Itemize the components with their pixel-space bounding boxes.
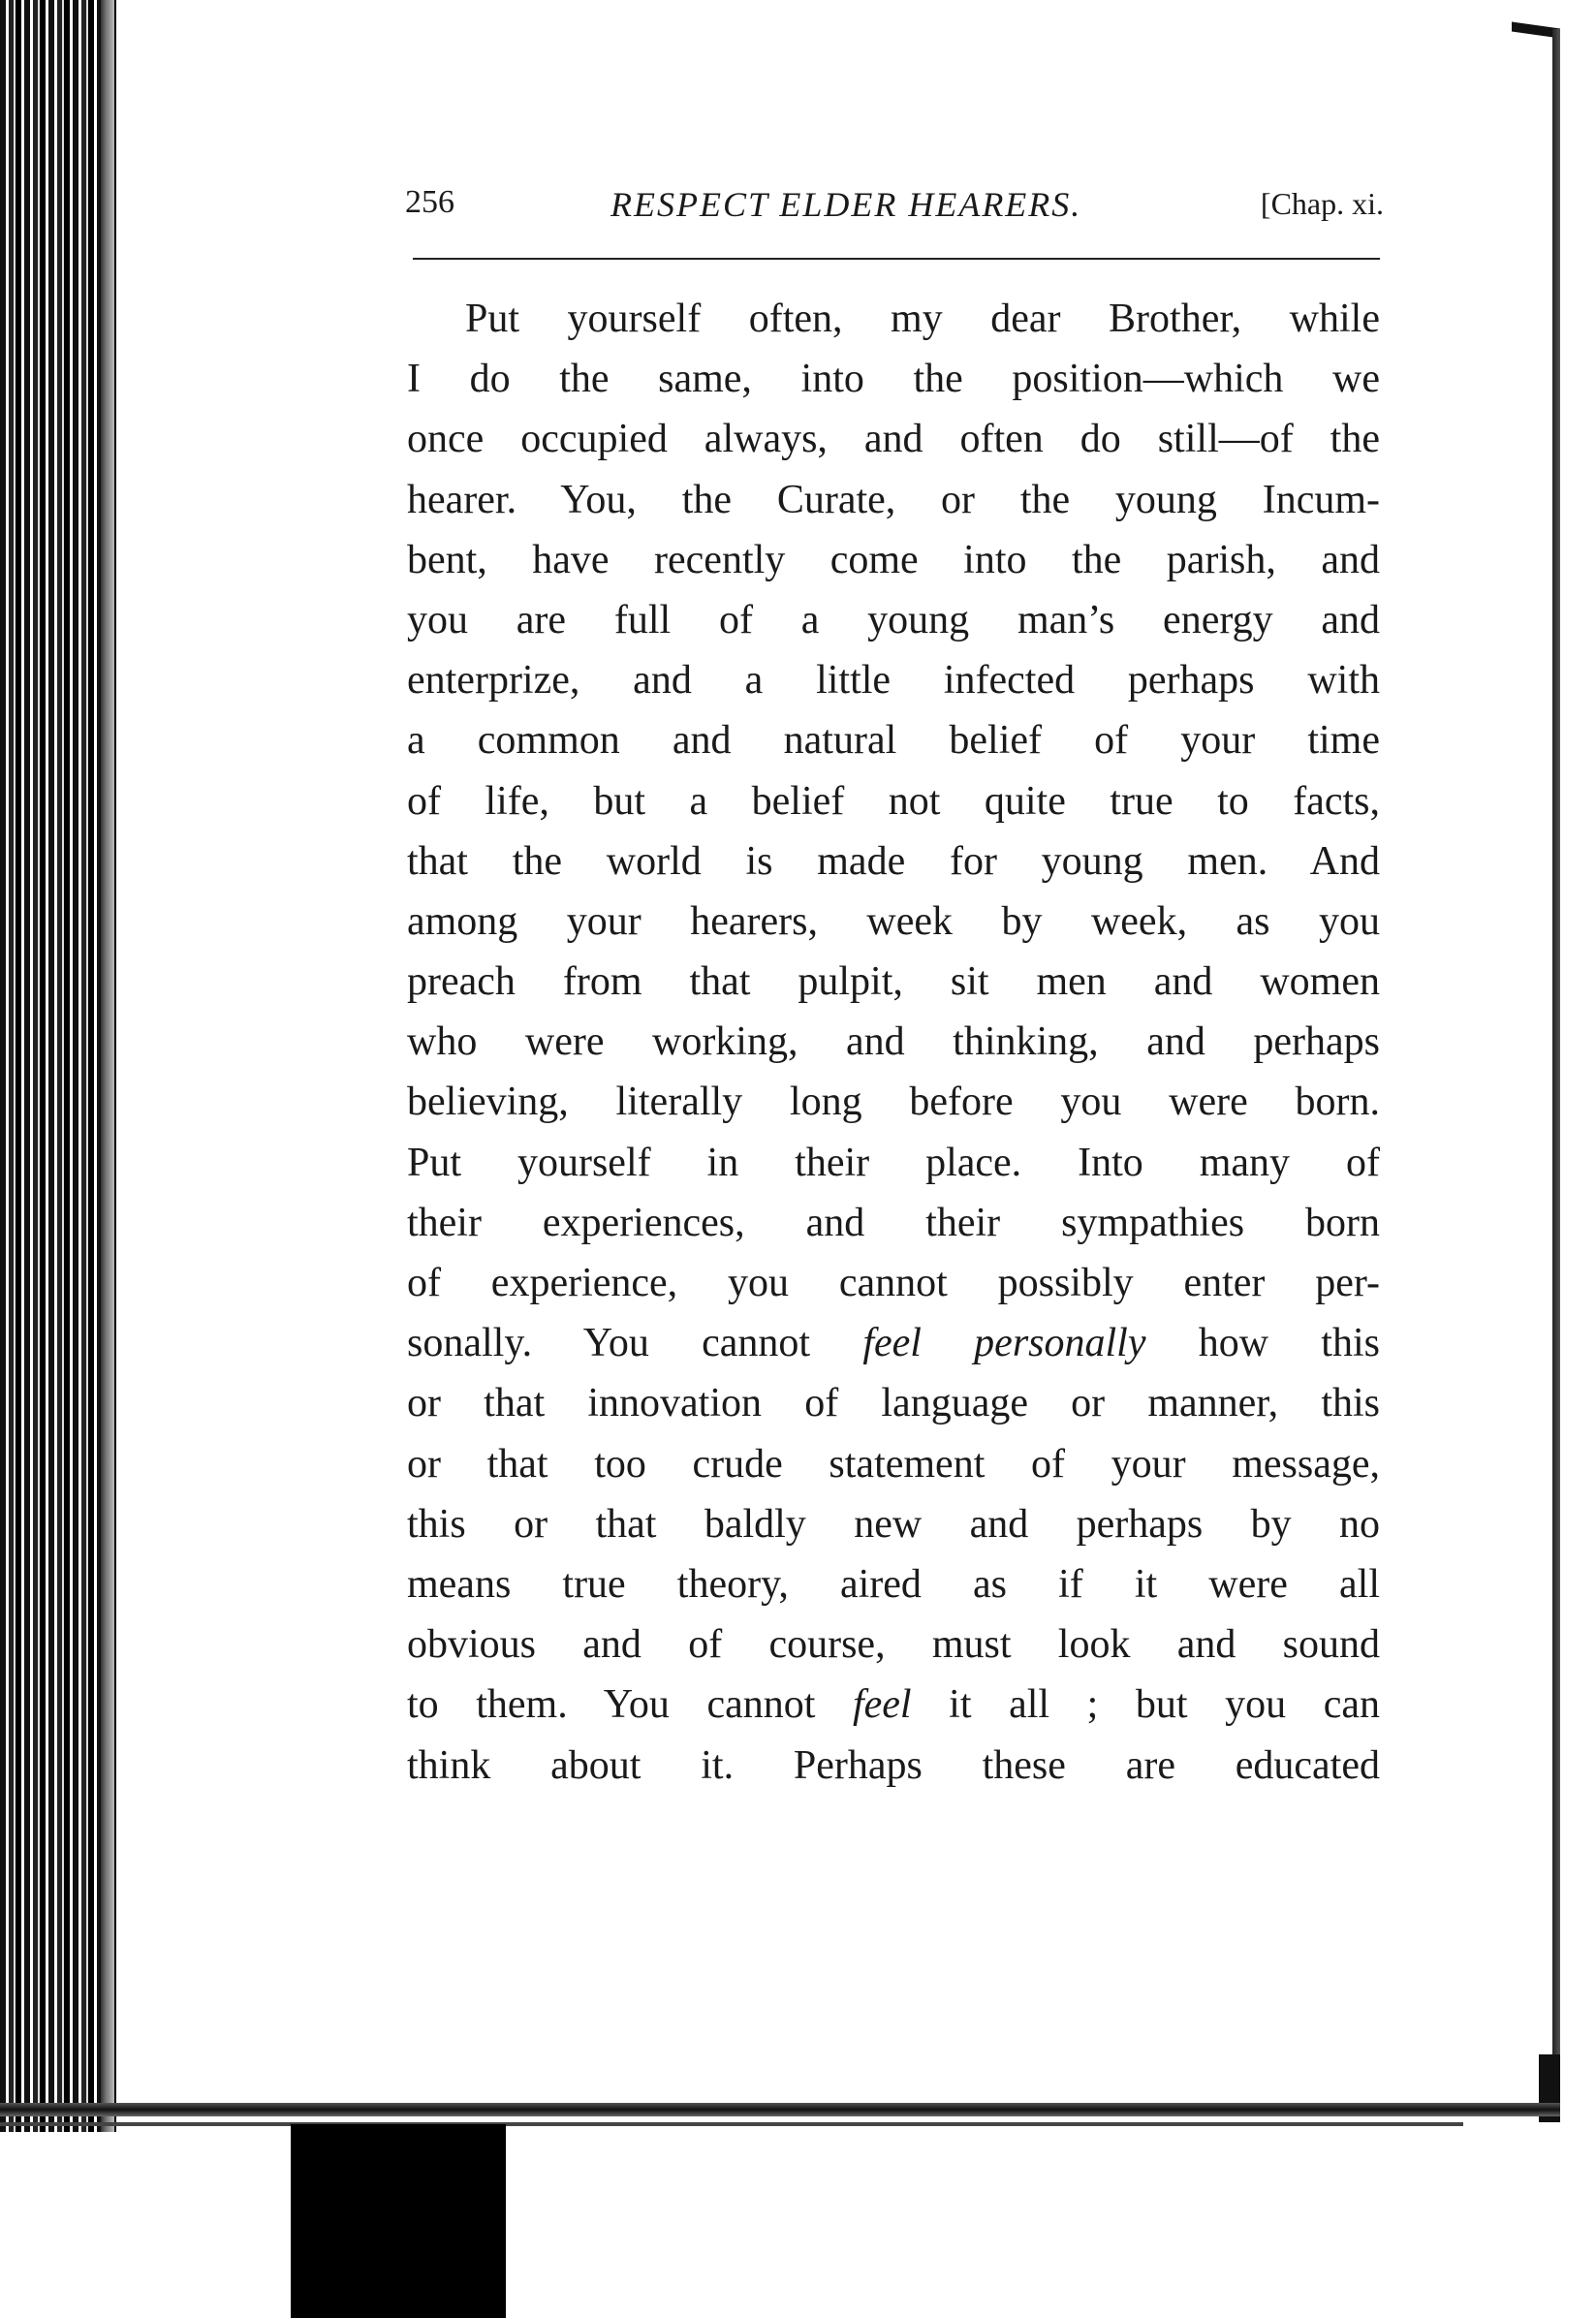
text-line: hearer. You, the Curate, or the young Incum- (407, 477, 1380, 522)
header-rule (413, 258, 1380, 260)
page-header (405, 176, 1384, 235)
text-line: I do the same, into the position—which we (407, 357, 1380, 402)
text-line: means true theory, aired as if it were all (407, 1561, 1380, 1607)
text-line: of experience, you cannot possibly enter per- (407, 1261, 1380, 1305)
text-line: of life, but a belief not quite true to facts, (407, 778, 1380, 824)
text-line: that the world is made for young men. And (407, 838, 1380, 884)
text-line: Put yourself often, my dear Brother, while (465, 297, 1380, 341)
text-line: believing, literally long before you were born. (407, 1080, 1380, 1125)
text-line: among your hearers, week by week, as you (407, 898, 1380, 944)
text-line: a common and natural belief of your time (407, 718, 1380, 764)
chapter-reference: [Chap. xi. (1260, 186, 1384, 221)
body-text (407, 289, 1380, 1796)
italic-emphasis: feel (852, 1682, 912, 1728)
text-line: or that too crude statement of your message, (407, 1441, 1380, 1487)
page-bottom-shadow (0, 2122, 1463, 2126)
book-binding (0, 0, 116, 2132)
text-line: or that innovation of language or manner, this (407, 1381, 1380, 1426)
text-segment: it all ; but you can (911, 1682, 1380, 1728)
running-head: RESPECT ELDER HEARERS. (610, 185, 1082, 224)
scan-black-block (291, 2124, 506, 2318)
page-bottom-edge (0, 2103, 1560, 2116)
text-line-with-italic (407, 1313, 1380, 1373)
text-segment: sonally. You cannot (407, 1321, 863, 1366)
binding-edge (101, 0, 114, 2132)
text-line: Put yourself in their place. Into many of (407, 1140, 1380, 1185)
text-line: think about it. Perhaps these are educated (407, 1742, 1380, 1788)
text-line: this or that baldly new and perhaps by no (407, 1501, 1380, 1547)
text-line: obvious and of course, must look and sound (407, 1622, 1380, 1668)
text-line: their experiences, and their sympathies born (407, 1200, 1380, 1245)
page-right-edge (1552, 29, 1560, 2113)
text-line: once occupied always, and often do still—of the (407, 417, 1380, 462)
text-line: bent, have recently come into the parish, and (407, 537, 1380, 582)
italic-emphasis: feel personally (862, 1321, 1146, 1366)
text-line: you are full of a young man’s energy and (407, 597, 1380, 642)
text-segment: to them. You cannot (407, 1682, 853, 1728)
text-line: preach from that pulpit, sit men and women (407, 959, 1380, 1005)
text-line: enterprize, and a little infected perhaps with (407, 658, 1380, 704)
text-line-with-italic (407, 1675, 1380, 1735)
page-number: 256 (405, 184, 454, 220)
text-line: who were working, and thinking, and perhaps (407, 1019, 1380, 1065)
text-segment: how this (1145, 1321, 1380, 1366)
